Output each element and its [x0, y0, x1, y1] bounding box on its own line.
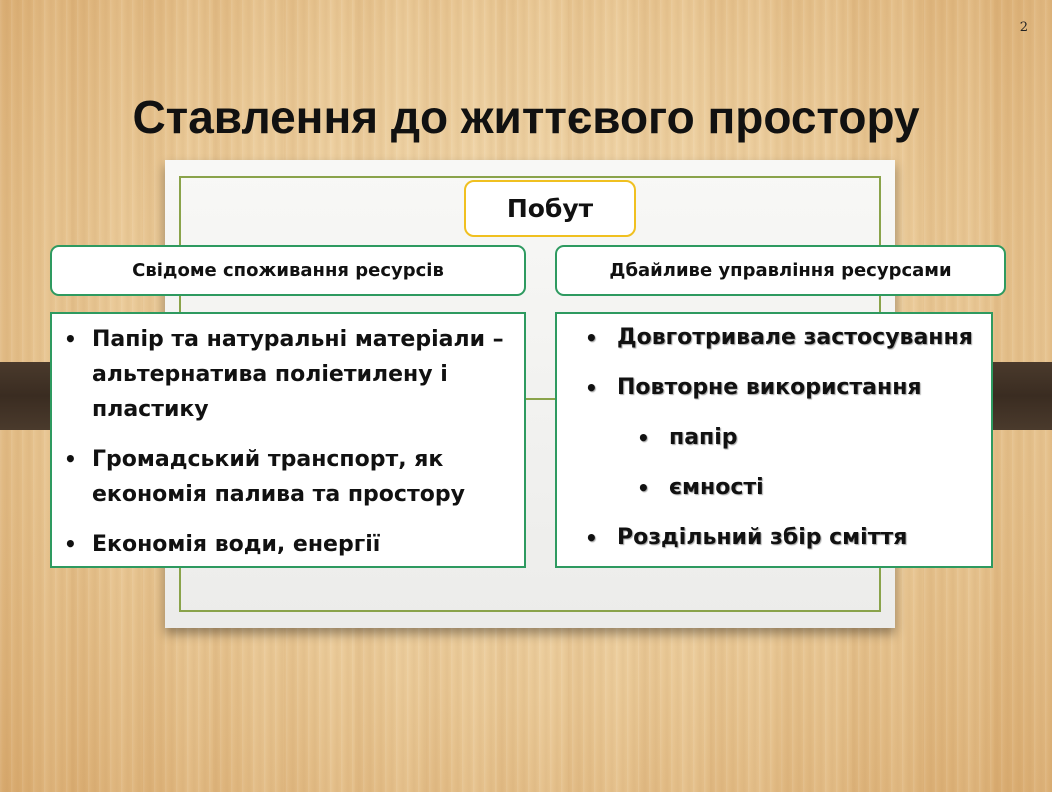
right-sub-list-item [637, 473, 983, 523]
left-bullet-list [52, 314, 524, 562]
left-item-text: Папір та натуральні матеріали – альтернатива поліетилену і пластику [92, 327, 504, 422]
right-sub-list-item [637, 423, 983, 473]
left-list-item [64, 442, 510, 512]
right-item-text: Довготривале застосування [617, 325, 973, 350]
right-sub-item-text: папір [669, 425, 738, 450]
bullet-icon: • [637, 476, 650, 500]
connector-line [526, 398, 556, 400]
bullet-icon: • [585, 376, 598, 400]
right-list-item [585, 373, 983, 423]
slide-title: Ставлення до життєвого простору [132, 91, 920, 143]
right-item-text: Повторне використання [617, 375, 922, 400]
right-item-text: Роздільний збір сміття [617, 525, 908, 550]
left-item-text: Економія води, енергії [92, 532, 381, 557]
right-list-item [585, 323, 983, 373]
right-content-box [555, 312, 993, 568]
category-box [464, 180, 636, 237]
right-heading-box [555, 245, 1006, 296]
right-heading: Дбайливе управління ресурсами [609, 260, 952, 281]
category-label: Побут [506, 194, 594, 223]
bullet-icon: • [64, 327, 77, 351]
left-list-item [64, 322, 510, 427]
bullet-icon: • [585, 526, 598, 550]
page-number: 2 [1019, 20, 1028, 35]
left-content-box [50, 312, 526, 568]
left-item-text: Громадський транспорт, як економія палива та простору [92, 447, 465, 507]
right-sub-item-text: ємності [669, 475, 764, 500]
right-bullet-list [557, 314, 991, 573]
bullet-icon: • [64, 532, 77, 556]
left-heading-box [50, 245, 526, 296]
right-list-item [585, 523, 983, 573]
left-list-item [64, 527, 510, 562]
bullet-icon: • [64, 447, 77, 471]
bullet-icon: • [585, 326, 598, 350]
left-heading: Свідоме споживання ресурсів [132, 260, 444, 281]
bullet-icon: • [637, 426, 650, 450]
